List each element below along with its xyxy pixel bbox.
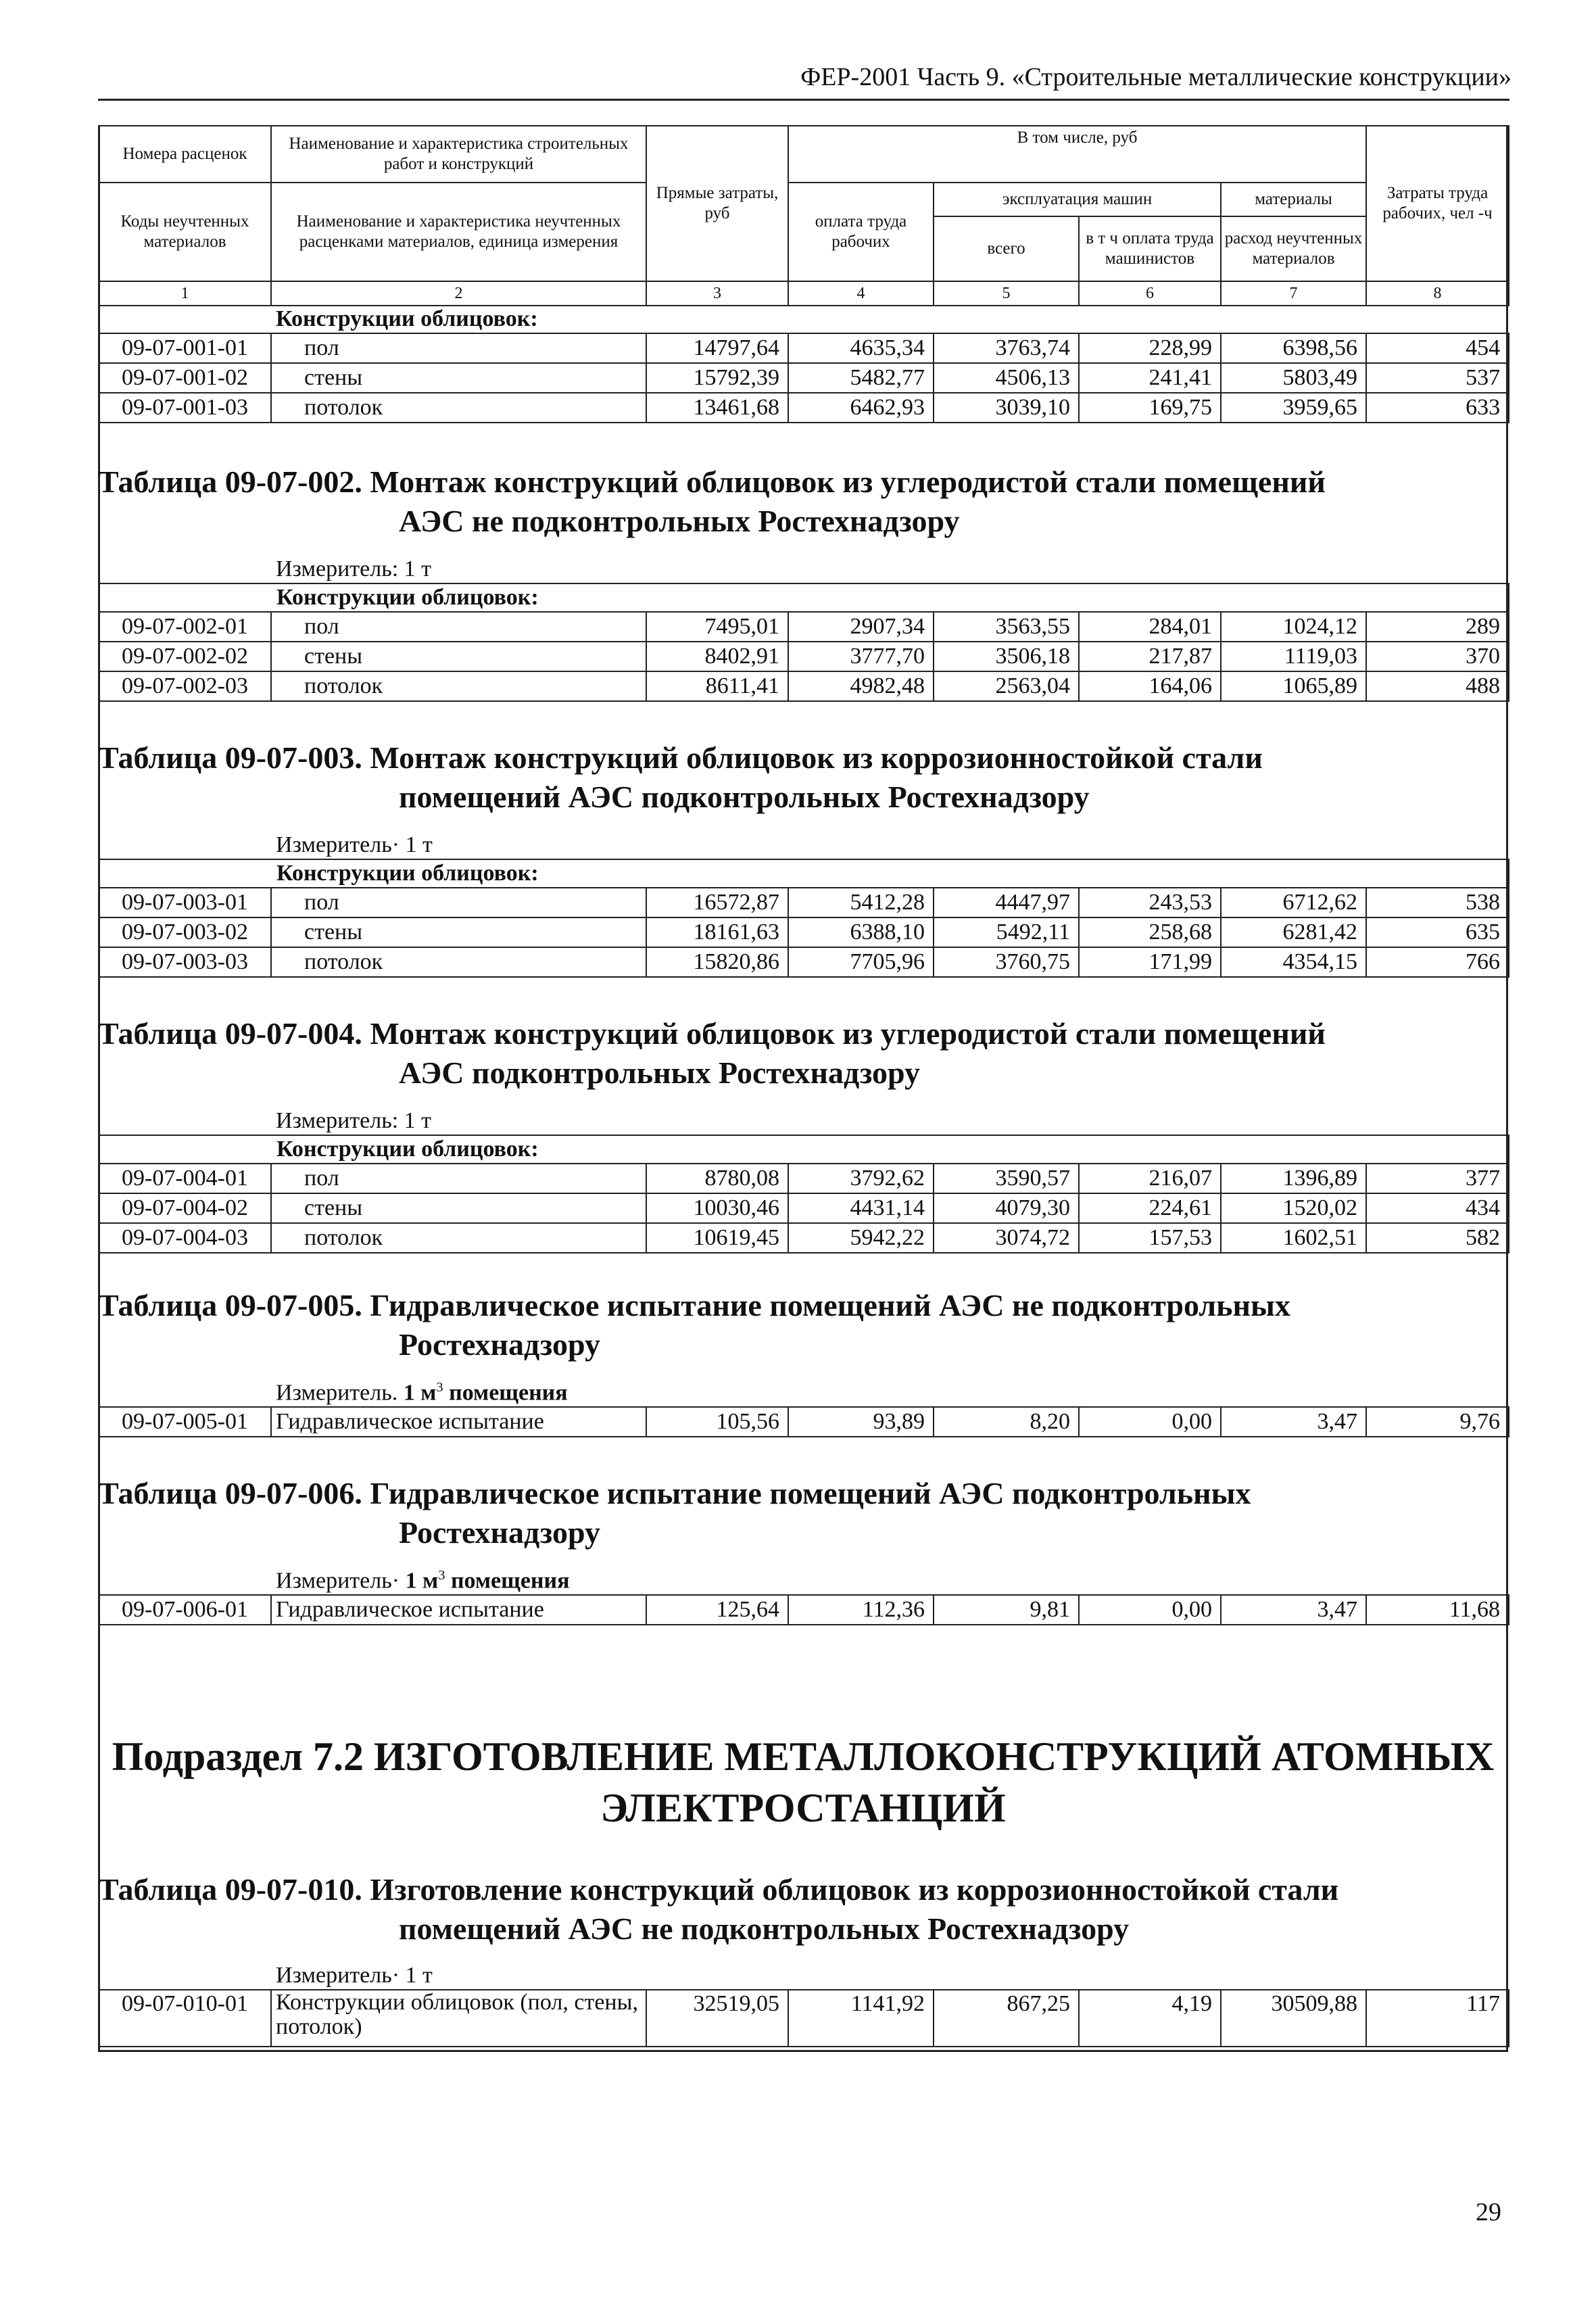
direct-cost: 105,56 bbox=[646, 1407, 788, 1437]
machines-total: 9,81 bbox=[934, 1595, 1079, 1625]
materials: 1396,89 bbox=[1221, 1164, 1366, 1193]
col-1-bottom: Коды неучтенных материалов bbox=[99, 183, 271, 281]
work-name: Конструкции облицовок (пол, стены, потолок) bbox=[271, 1990, 646, 2047]
rate-code: 09-07-005-01 bbox=[99, 1407, 271, 1437]
direct-cost: 14797,64 bbox=[646, 333, 788, 363]
materials: 6398,56 bbox=[1221, 333, 1366, 363]
materials: 5803,49 bbox=[1221, 363, 1366, 393]
direct-cost: 15792,39 bbox=[646, 363, 788, 393]
table-title-line1: Таблица 09-07-002. Монтаж конструкций облицовок из углеродистой стали помещений bbox=[98, 464, 1326, 499]
materials: 1119,03 bbox=[1221, 642, 1366, 671]
work-name: пол bbox=[271, 333, 646, 363]
materials: 4354,15 bbox=[1221, 947, 1366, 977]
machines-total: 3039,10 bbox=[934, 393, 1079, 423]
labor-hours: 766 bbox=[1366, 947, 1509, 977]
direct-cost: 16572,87 bbox=[646, 888, 788, 917]
direct-cost: 125,64 bbox=[646, 1595, 788, 1625]
labor-pay: 3777,70 bbox=[788, 642, 934, 671]
table-title-line1: Таблица 09-07-010. Изготовление конструкций облицовок из коррозионностойкой стали bbox=[98, 1872, 1339, 1907]
col-num: 4 bbox=[788, 281, 934, 306]
work-name: пол bbox=[271, 1164, 646, 1193]
header-rule bbox=[98, 99, 1509, 101]
section-label: Конструкции облицовок: bbox=[99, 583, 1509, 612]
measure-unit: 1 м bbox=[405, 1568, 439, 1594]
direct-cost: 10619,45 bbox=[646, 1223, 788, 1253]
operator-pay: 164,06 bbox=[1079, 671, 1221, 701]
table-title-line2: Ростехнадзору bbox=[399, 1327, 600, 1362]
work-name: Гидравлическое испытание bbox=[271, 1595, 646, 1625]
col-7: расход неучтенных материалов bbox=[1221, 216, 1366, 281]
measure-label: Измеритель: 1 т bbox=[99, 1107, 1509, 1135]
direct-cost: 15820,86 bbox=[646, 947, 788, 977]
operator-pay: 171,99 bbox=[1079, 947, 1221, 977]
col-num: 6 bbox=[1079, 281, 1221, 306]
rate-code: 09-07-006-01 bbox=[99, 1595, 271, 1625]
measure-label: Измеритель· 1 т bbox=[99, 1962, 1509, 1990]
col-materials: материалы bbox=[1221, 183, 1366, 216]
table-09-07-004 bbox=[98, 1107, 1509, 1254]
operator-pay: 258,68 bbox=[1079, 917, 1221, 947]
labor-pay: 3792,62 bbox=[788, 1164, 934, 1193]
machines-total: 2563,04 bbox=[934, 671, 1079, 701]
labor-hours: 434 bbox=[1366, 1193, 1509, 1223]
labor-hours: 633 bbox=[1366, 393, 1509, 423]
labor-pay: 2907,34 bbox=[788, 612, 934, 642]
operator-pay: 241,41 bbox=[1079, 363, 1221, 393]
direct-cost: 8402,91 bbox=[646, 642, 788, 671]
machines-total: 3760,75 bbox=[934, 947, 1079, 977]
section-label: Конструкции облицовок: bbox=[99, 306, 1509, 333]
table-title bbox=[98, 462, 1508, 541]
rate-code: 09-07-002-01 bbox=[99, 612, 271, 642]
col-6: в т ч оплата труда машинистов bbox=[1079, 216, 1221, 281]
rate-code: 09-07-010-01 bbox=[99, 1990, 271, 2047]
operator-pay: 0,00 bbox=[1079, 1407, 1221, 1437]
table-09-07-002 bbox=[98, 556, 1509, 702]
operator-pay: 4,19 bbox=[1079, 1990, 1221, 2047]
col-num: 3 bbox=[646, 281, 788, 306]
machines-total: 3074,72 bbox=[934, 1223, 1079, 1253]
rate-code: 09-07-003-03 bbox=[99, 947, 271, 977]
table-title bbox=[98, 1286, 1508, 1364]
col-machines: эксплуатация машин bbox=[934, 183, 1221, 216]
labor-hours: 537 bbox=[1366, 363, 1509, 393]
labor-pay: 6462,93 bbox=[788, 393, 934, 423]
materials: 1024,12 bbox=[1221, 612, 1366, 642]
table-title-line2: помещений АЭС подконтрольных Ростехнадзору bbox=[399, 780, 1090, 814]
measure-exponent: 3 bbox=[436, 1379, 443, 1395]
measure-prefix: Измеритель· bbox=[276, 1568, 406, 1594]
work-name: Гидравлическое испытание bbox=[271, 1407, 646, 1437]
table-title bbox=[98, 738, 1508, 817]
direct-cost: 10030,46 bbox=[646, 1193, 788, 1223]
operator-pay: 169,75 bbox=[1079, 393, 1221, 423]
machines-total: 3763,74 bbox=[934, 333, 1079, 363]
machines-total: 8,20 bbox=[934, 1407, 1079, 1437]
machines-total: 3506,18 bbox=[934, 642, 1079, 671]
measure-label: Измеритель: 1 т bbox=[99, 556, 1509, 583]
labor-hours: 370 bbox=[1366, 642, 1509, 671]
col-2-top: Наименование и характеристика строительных работ и конструкций bbox=[271, 126, 646, 183]
table-title-line2: АЭС не подконтрольных Ростехнадзору bbox=[399, 504, 960, 538]
labor-pay: 5482,77 bbox=[788, 363, 934, 393]
col-group: В том числе, руб bbox=[788, 126, 1366, 183]
work-name: стены bbox=[271, 642, 646, 671]
table-09-07-006 bbox=[98, 1567, 1509, 1625]
col-num: 8 bbox=[1366, 281, 1509, 306]
measure-label bbox=[99, 1379, 1509, 1407]
work-name: потолок bbox=[271, 947, 646, 977]
materials: 6281,42 bbox=[1221, 917, 1366, 947]
labor-hours: 377 bbox=[1366, 1164, 1509, 1193]
col-num: 7 bbox=[1221, 281, 1366, 306]
col-1-top: Номера расценок bbox=[99, 126, 271, 183]
work-name: стены bbox=[271, 917, 646, 947]
col-num: 1 bbox=[99, 281, 271, 306]
col-4: оплата труда рабочих bbox=[788, 183, 934, 281]
labor-pay: 93,89 bbox=[788, 1407, 934, 1437]
direct-cost: 32519,05 bbox=[646, 1990, 788, 2047]
labor-hours: 454 bbox=[1366, 333, 1509, 363]
labor-hours: 289 bbox=[1366, 612, 1509, 642]
measure-unit: 1 м bbox=[403, 1380, 437, 1406]
measure-label bbox=[99, 1567, 1509, 1595]
materials: 3,47 bbox=[1221, 1407, 1366, 1437]
measure-suffix: помещения bbox=[445, 1568, 570, 1594]
labor-hours: 9,76 bbox=[1366, 1407, 1509, 1437]
direct-cost: 8780,08 bbox=[646, 1164, 788, 1193]
machines-total: 4079,30 bbox=[934, 1193, 1079, 1223]
table-title-line1: Таблица 09-07-003. Монтаж конструкций облицовок из коррозионностойкой стали bbox=[98, 740, 1263, 775]
measure-exponent: 3 bbox=[438, 1567, 445, 1583]
table-09-07-003 bbox=[98, 832, 1509, 978]
page-number: 29 bbox=[1476, 2198, 1501, 2226]
labor-pay: 4635,34 bbox=[788, 333, 934, 363]
subsection-line2: ЭЛЕКТРОСТАНЦИЙ bbox=[600, 1786, 1006, 1830]
rate-code: 09-07-003-02 bbox=[99, 917, 271, 947]
direct-cost: 13461,68 bbox=[646, 393, 788, 423]
labor-hours: 117 bbox=[1366, 1990, 1509, 2047]
labor-pay: 5412,28 bbox=[788, 888, 934, 917]
table-title-line1: Таблица 09-07-006. Гидравлическое испытание помещений АЭС подконтрольных bbox=[98, 1476, 1251, 1510]
rate-code: 09-07-002-02 bbox=[99, 642, 271, 671]
table-title bbox=[98, 1870, 1508, 1949]
col-8: Затраты труда рабочих, чел -ч bbox=[1366, 126, 1509, 281]
direct-cost: 8611,41 bbox=[646, 671, 788, 701]
labor-pay: 112,36 bbox=[788, 1595, 934, 1625]
materials: 3959,65 bbox=[1221, 393, 1366, 423]
measure-prefix: Измеритель. bbox=[276, 1380, 404, 1406]
materials: 6712,62 bbox=[1221, 888, 1366, 917]
table-title-line1: Таблица 09-07-005. Гидравлическое испытание помещений АЭС не подконтрольных bbox=[98, 1288, 1290, 1322]
materials: 1602,51 bbox=[1221, 1223, 1366, 1253]
materials: 1520,02 bbox=[1221, 1193, 1366, 1223]
labor-hours: 488 bbox=[1366, 671, 1509, 701]
labor-hours: 11,68 bbox=[1366, 1595, 1509, 1625]
rate-code: 09-07-004-03 bbox=[99, 1223, 271, 1253]
operator-pay: 157,53 bbox=[1079, 1223, 1221, 1253]
table-title bbox=[98, 1014, 1508, 1093]
labor-pay: 5942,22 bbox=[788, 1223, 934, 1253]
table-title-line2: Ростехнадзору bbox=[399, 1515, 600, 1550]
rate-code: 09-07-004-02 bbox=[99, 1193, 271, 1223]
operator-pay: 0,00 bbox=[1079, 1595, 1221, 1625]
materials: 1065,89 bbox=[1221, 671, 1366, 701]
materials: 30509,88 bbox=[1221, 1990, 1366, 2047]
col-5: всего bbox=[934, 216, 1079, 281]
section-label: Конструкции облицовок: bbox=[99, 859, 1509, 888]
rate-code: 09-07-001-01 bbox=[99, 333, 271, 363]
labor-pay: 4431,14 bbox=[788, 1193, 934, 1223]
rate-code: 09-07-001-03 bbox=[99, 393, 271, 423]
work-name: пол bbox=[271, 612, 646, 642]
operator-pay: 228,99 bbox=[1079, 333, 1221, 363]
work-name: потолок bbox=[271, 393, 646, 423]
col-num: 5 bbox=[934, 281, 1079, 306]
col-3: Прямые затраты, руб bbox=[646, 126, 788, 281]
table-09-07-005 bbox=[98, 1379, 1509, 1437]
table-09-07-001 bbox=[98, 306, 1509, 423]
machines-total: 3563,55 bbox=[934, 612, 1079, 642]
measure-suffix: помещения bbox=[443, 1380, 568, 1406]
measure-label: Измеритель· 1 т bbox=[99, 832, 1509, 859]
machines-total: 4447,97 bbox=[934, 888, 1079, 917]
labor-pay: 7705,96 bbox=[788, 947, 934, 977]
machines-total: 4506,13 bbox=[934, 363, 1079, 393]
work-name: потолок bbox=[271, 671, 646, 701]
table-title-line2: помещений АЭС не подконтрольных Ростехнадзору bbox=[399, 1911, 1130, 1946]
labor-hours: 538 bbox=[1366, 888, 1509, 917]
table-title-line1: Таблица 09-07-004. Монтаж конструкций облицовок из углеродистой стали помещений bbox=[98, 1016, 1326, 1051]
subsection-heading bbox=[98, 1731, 1508, 1834]
labor-hours: 635 bbox=[1366, 917, 1509, 947]
labor-pay: 1141,92 bbox=[788, 1990, 934, 2047]
rate-code: 09-07-003-01 bbox=[99, 888, 271, 917]
labor-hours: 582 bbox=[1366, 1223, 1509, 1253]
col-num: 2 bbox=[271, 281, 646, 306]
col-2-bottom: Наименование и характеристика неучтенных расценками материалов, единица измерения bbox=[271, 183, 646, 281]
section-label: Конструкции облицовок: bbox=[99, 1135, 1509, 1164]
operator-pay: 224,61 bbox=[1079, 1193, 1221, 1223]
materials: 3,47 bbox=[1221, 1595, 1366, 1625]
table-title bbox=[98, 1474, 1508, 1552]
rate-code: 09-07-001-02 bbox=[99, 363, 271, 393]
work-name: потолок bbox=[271, 1223, 646, 1253]
direct-cost: 7495,01 bbox=[646, 612, 788, 642]
subsection-line1: Подраздел 7.2 ИЗГОТОВЛЕНИЕ МЕТАЛЛОКОНСТРУКЦИЙ АТОМНЫХ bbox=[112, 1734, 1495, 1779]
operator-pay: 243,53 bbox=[1079, 888, 1221, 917]
operator-pay: 217,87 bbox=[1079, 642, 1221, 671]
operator-pay: 284,01 bbox=[1079, 612, 1221, 642]
work-name: пол bbox=[271, 888, 646, 917]
labor-pay: 6388,10 bbox=[788, 917, 934, 947]
direct-cost: 18161,63 bbox=[646, 917, 788, 947]
table-title-line2: АЭС подконтрольных Ростехнадзору bbox=[399, 1055, 921, 1090]
rate-code: 09-07-004-01 bbox=[99, 1164, 271, 1193]
machines-total: 3590,57 bbox=[934, 1164, 1079, 1193]
machines-total: 867,25 bbox=[934, 1990, 1079, 2047]
machines-total: 5492,11 bbox=[934, 917, 1079, 947]
rate-code: 09-07-002-03 bbox=[99, 671, 271, 701]
table-09-07-010 bbox=[98, 1962, 1509, 2047]
work-name: стены bbox=[271, 363, 646, 393]
page-header: ФЕР-2001 Часть 9. «Строительные металлические конструкции» bbox=[800, 63, 1512, 91]
work-name: стены bbox=[271, 1193, 646, 1223]
operator-pay: 216,07 bbox=[1079, 1164, 1221, 1193]
column-header-table bbox=[98, 125, 1509, 306]
labor-pay: 4982,48 bbox=[788, 671, 934, 701]
